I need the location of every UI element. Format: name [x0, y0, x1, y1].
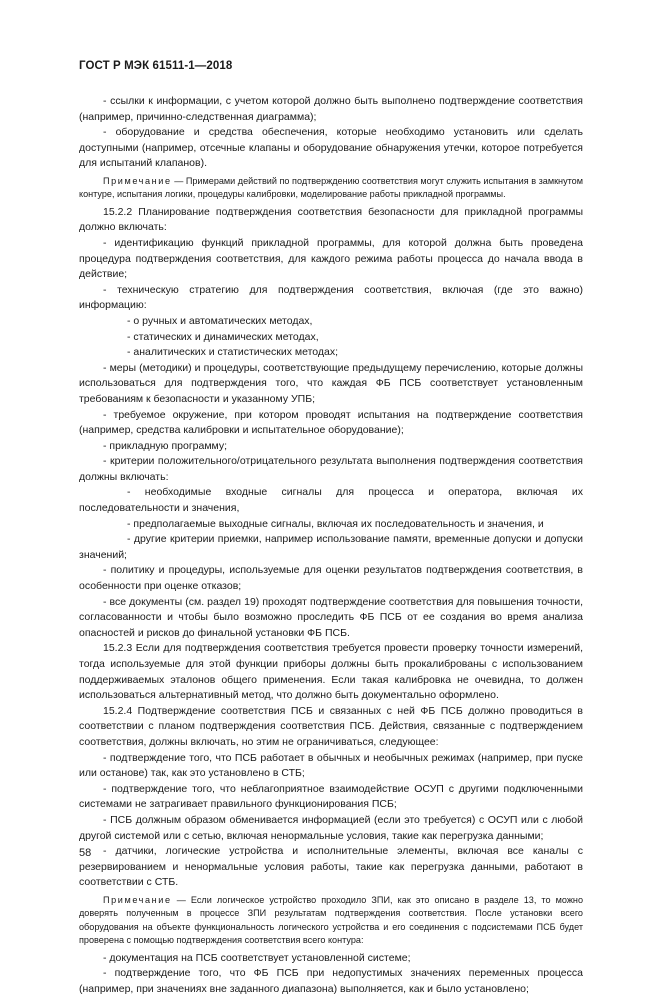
note-label: Примечание	[103, 894, 172, 905]
document-body	[79, 94, 583, 997]
paragraph-text: - требуемое окружение, при котором проводят испытания на подтверждение соответствия (например, средства калибровки и испытательное оборудование);	[79, 408, 583, 437]
text-paragraph	[79, 595, 583, 642]
text-paragraph	[79, 236, 583, 283]
text-paragraph	[79, 782, 583, 813]
text-paragraph	[79, 844, 583, 891]
text-paragraph	[79, 751, 583, 782]
text-paragraph	[79, 125, 583, 172]
paragraph-text: - аналитических и статистических методах;	[127, 346, 339, 359]
paragraph-text: - критерии положительного/отрицательного результата выполнения подтверждения соответствия должны включать:	[79, 455, 583, 483]
note-paragraph	[79, 894, 583, 948]
text-paragraph	[79, 408, 583, 439]
text-paragraph	[79, 704, 583, 751]
note-paragraph	[79, 175, 583, 202]
text-paragraph	[79, 361, 583, 408]
paragraph-text: - предполагаемые выходные сигналы, включая их последовательность и значения, и	[127, 517, 544, 530]
text-paragraph	[79, 330, 583, 346]
paragraph-text: - подтверждение того, что ФБ ПСБ при недопустимых значениях переменных процесса (например, при значениях вне заданного диапазона) выполняется, как и было установлено;	[79, 967, 583, 995]
paragraph-text: - идентификацию функций прикладной программы, для которой должна быть проведена процедура подтверждения соответствия, для каждого режима работы процесса до начала ввода в действие;	[79, 236, 583, 281]
text-paragraph	[79, 439, 583, 455]
text-paragraph	[79, 951, 583, 967]
text-paragraph	[79, 532, 583, 563]
paragraph-text: — Если логическое устройство проходило ЗПИ, как это описано в разделе 13, то можно доверять полученным в процессе ЗПИ результатам подтверждения соответствия. После установки всего оборудования на объекте функциональность логического устройства и его соединения с подсистемами ПСБ будет проверена с помощью подтверждения соответствия всего контура:	[79, 894, 583, 946]
paragraph-text: - необходимые входные сигналы для процесса и оператора, включая их последовательности и значения,	[79, 486, 583, 515]
document-header: ГОСТ Р МЭК 61511-1—2018	[79, 60, 233, 72]
text-paragraph	[79, 563, 583, 594]
text-paragraph	[79, 517, 583, 533]
paragraph-text: - другие критерии приемки, например использование памяти, временные допуски и допуски значений;	[79, 533, 583, 561]
paragraph-text: - подтверждение того, что неблагоприятное взаимодействие ОСУП с другими подключенными системами не затрагивает правильного функционирования ПСБ;	[79, 782, 583, 811]
text-paragraph	[79, 485, 583, 516]
text-paragraph	[79, 966, 583, 997]
page-number: 58	[79, 847, 92, 859]
paragraph-text: - ссылки к информации, с учетом которой должно быть выполнено подтверждение соответствия (например, причинно-следственная диаграмма);	[79, 95, 583, 123]
text-paragraph	[79, 345, 583, 361]
paragraph-text: - политику и процедуры, используемые для оценки результатов подтверждения соответствия, в особенности при оценке отказов;	[79, 564, 583, 593]
paragraph-text: 15.2.4 Подтверждение соответствия ПСБ и связанных с ней ФБ ПСБ должно проводиться в соответствии с планом подтверждения соответствия ПСБ. Действия, связанные с подтверждением соответствия, должны включать, но этим не ограничиваться, следующее:	[79, 704, 583, 748]
text-paragraph	[79, 283, 583, 314]
paragraph-text: - техническую стратегию для подтверждения соответствия, включая (где это важно) информацию:	[79, 283, 583, 312]
paragraph-text: - все документы (см. раздел 19) проходят подтверждение соответствия для повышения точности, согласованности и чтобы было возможно проследить ФБ ПСБ от ее создания во время анализа опасностей и рисков до финальной установки ФБ ПСБ.	[79, 595, 583, 639]
text-paragraph	[79, 454, 583, 485]
paragraph-text: - прикладную программу;	[103, 439, 228, 452]
paragraph-text: - датчики, логические устройства и исполнительные элементы, включая все каналы с резервированием и ненормальные условия работы, такие как перегрузка данными, работают в соответствии с СТБ.	[79, 845, 583, 889]
note-label: Примечание	[103, 175, 172, 186]
paragraph-text: - документация на ПСБ соответствует установленной системе;	[103, 951, 411, 964]
text-paragraph	[79, 94, 583, 125]
paragraph-text: 15.2.3 Если для подтверждения соответствия требуется провести проверку точности измерений, тогда используемые для этой функции приборы должны быть прокалиброваны с использованием поддерживаемых эталонов общего применения. Если такая калибровка не очевидна, то должен использоваться альтернативный метод, что должно быть документально оформлено.	[79, 642, 583, 702]
paragraph-text: - меры (методики) и процедуры, соответствующие предыдущему перечислению, которые должны использоваться для подтверждения того, что каждая ФБ ПСБ соответствует установленным требованиям к безопасности и указанному УПБ;	[79, 361, 583, 405]
paragraph-text: - подтверждение того, что ПСБ работает в обычных и необычных режимах (например, при пуске или останове) так, как это установлено в СТБ;	[79, 751, 583, 780]
paragraph-text: 15.2.2 Планирование подтверждения соответствия безопасности для прикладной программы должно включать:	[79, 205, 583, 234]
text-paragraph	[79, 813, 583, 844]
paragraph-text: - оборудование и средства обеспечения, которые необходимо установить или сделать доступными (например, отсечные клапаны и оборудование обнаружения утечки, которое потребуется для испытаний клапанов).	[79, 126, 583, 170]
paragraph-text: - статических и динамических методах,	[127, 330, 319, 343]
text-paragraph	[79, 641, 583, 703]
paragraph-text: - ПСБ должным образом обменивается информацией (если это требуется) с ОСУП или с любой другой системой или с сетью, включая ненормальные условия, такие как перегрузка данными;	[79, 813, 583, 842]
text-paragraph	[79, 314, 583, 330]
paragraph-text: - о ручных и автоматических методах,	[127, 314, 313, 327]
text-paragraph	[79, 205, 583, 236]
paragraph-text: — Примерами действий по подтверждению соответствия могут служить испытания в замкнутом контуре, испытания логики, процедуры калибровки, моделирование работы прикладной программы.	[79, 175, 583, 200]
